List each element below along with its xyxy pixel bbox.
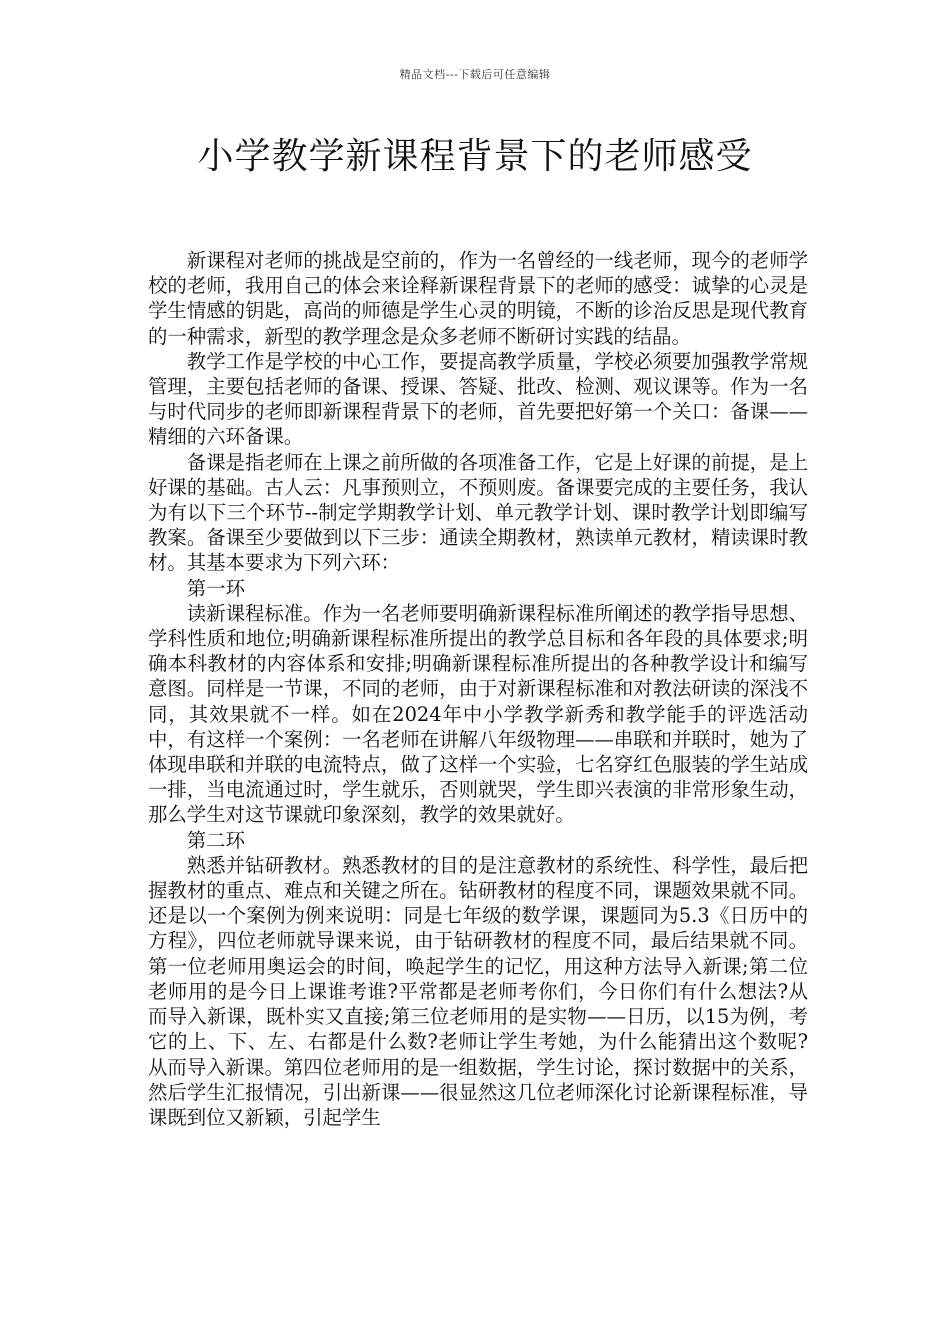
document-body	[148, 248, 808, 1130]
paragraph-first-ring: 读新课程标准。作为一名老师要明确新课程标准所阐述的教学指导思想、学科性质和地位;明确新课程标准所提出的教学总目标和各年段的具体要求;明确本科教材的内容体系和安排;明确新课程标准所提出的各种教学设计和编写意图。同样是一节课，不同的老师，由于对新课程标准和对教法研读的深浅不同，其效果就不一样。如在2024年中小学教学新秀和教学能手的评选活动中，有这样一个案例：一名老师在讲解八年级物理——串联和并联时，她为了体现串联和并联的电流特点，做了这样一个实验，七名穿红色服装的学生站成一排，当电流通过时，学生就乐，否则就哭，学生即兴表演的非常形象生动，那么学生对这节课就印象深刻，教学的效果就好。	[148, 601, 808, 827]
paragraph-intro: 新课程对老师的挑战是空前的，作为一名曾经的一线老师，现今的老师学校的老师，我用自己的体会来诠释新课程背景下的老师的感受：诚挚的心灵是学生情感的钥匙，高尚的师德是学生心灵的明镜，不断的诊治反思是现代教育的一种需求，新型的教学理念是众多老师不断研讨实践的结晶。	[148, 249, 808, 348]
document-title: 小学教学新课程背景下的老师感受	[197, 136, 753, 177]
header-note: 精品文档---下载后可任意编辑	[399, 68, 551, 81]
paragraph-lesson-prep: 备课是指老师在上课之前所做的各项准备工作，它是上好课的前提，是上好课的基础。古人云：凡事预则立，不预则废。备课要完成的主要任务，我认为有以下三个环节--制定学期教学计划、单元教学计划、课时教学计划即编写教案。备课至少要做到以下三步：通读全期教材，熟读单元教材，精读课时教材。其基本要求为下列六环：	[148, 450, 808, 575]
paragraph-second-ring: 熟悉并钻研教材。熟悉教材的目的是注意教材的系统性、科学性，最后把握教材的重点、难点和关键之所在。钻研教材的程度不同，课题效果就不同。还是以一个案例为例来说明：同是七年级的数学课，课题同为5.3《日历中的方程》，四位老师就导课来说，由于钻研教材的程度不同，最后结果就不同。第一位老师用奥运会的时间，唤起学生的记忆，用这种方法导入新课;第二位老师用的是今日上课谁考谁?平常都是老师考你们，今日你们有什么想法?从而导入新课，既朴实又直接;第三位老师用的是实物——日历，以15为例，考它的上、下、左、右都是什么数?老师让学生考她，为什么能猜出这个数呢?从而导入新课。第四位老师用的是一组数据，学生讨论，探讨数据中的关系，然后学生汇报情况，引出新课——很显然这几位老师深化讨论新课程标准，导课既到位又新颖，引起学生	[148, 853, 808, 1129]
paragraph-teaching-work: 教学工作是学校的中心工作，要提高教学质量，学校必须要加强教学常规管理，主要包括老师的备课、授课、答疑、批改、检测、观议课等。作为一名与时代同步的老师即新课程背景下的老师，首先要把好第一个关口：备课——精细的六环备课。	[148, 349, 808, 449]
section-heading-second-ring: 第二环	[186, 828, 245, 852]
section-heading-first-ring: 第一环	[186, 576, 245, 600]
